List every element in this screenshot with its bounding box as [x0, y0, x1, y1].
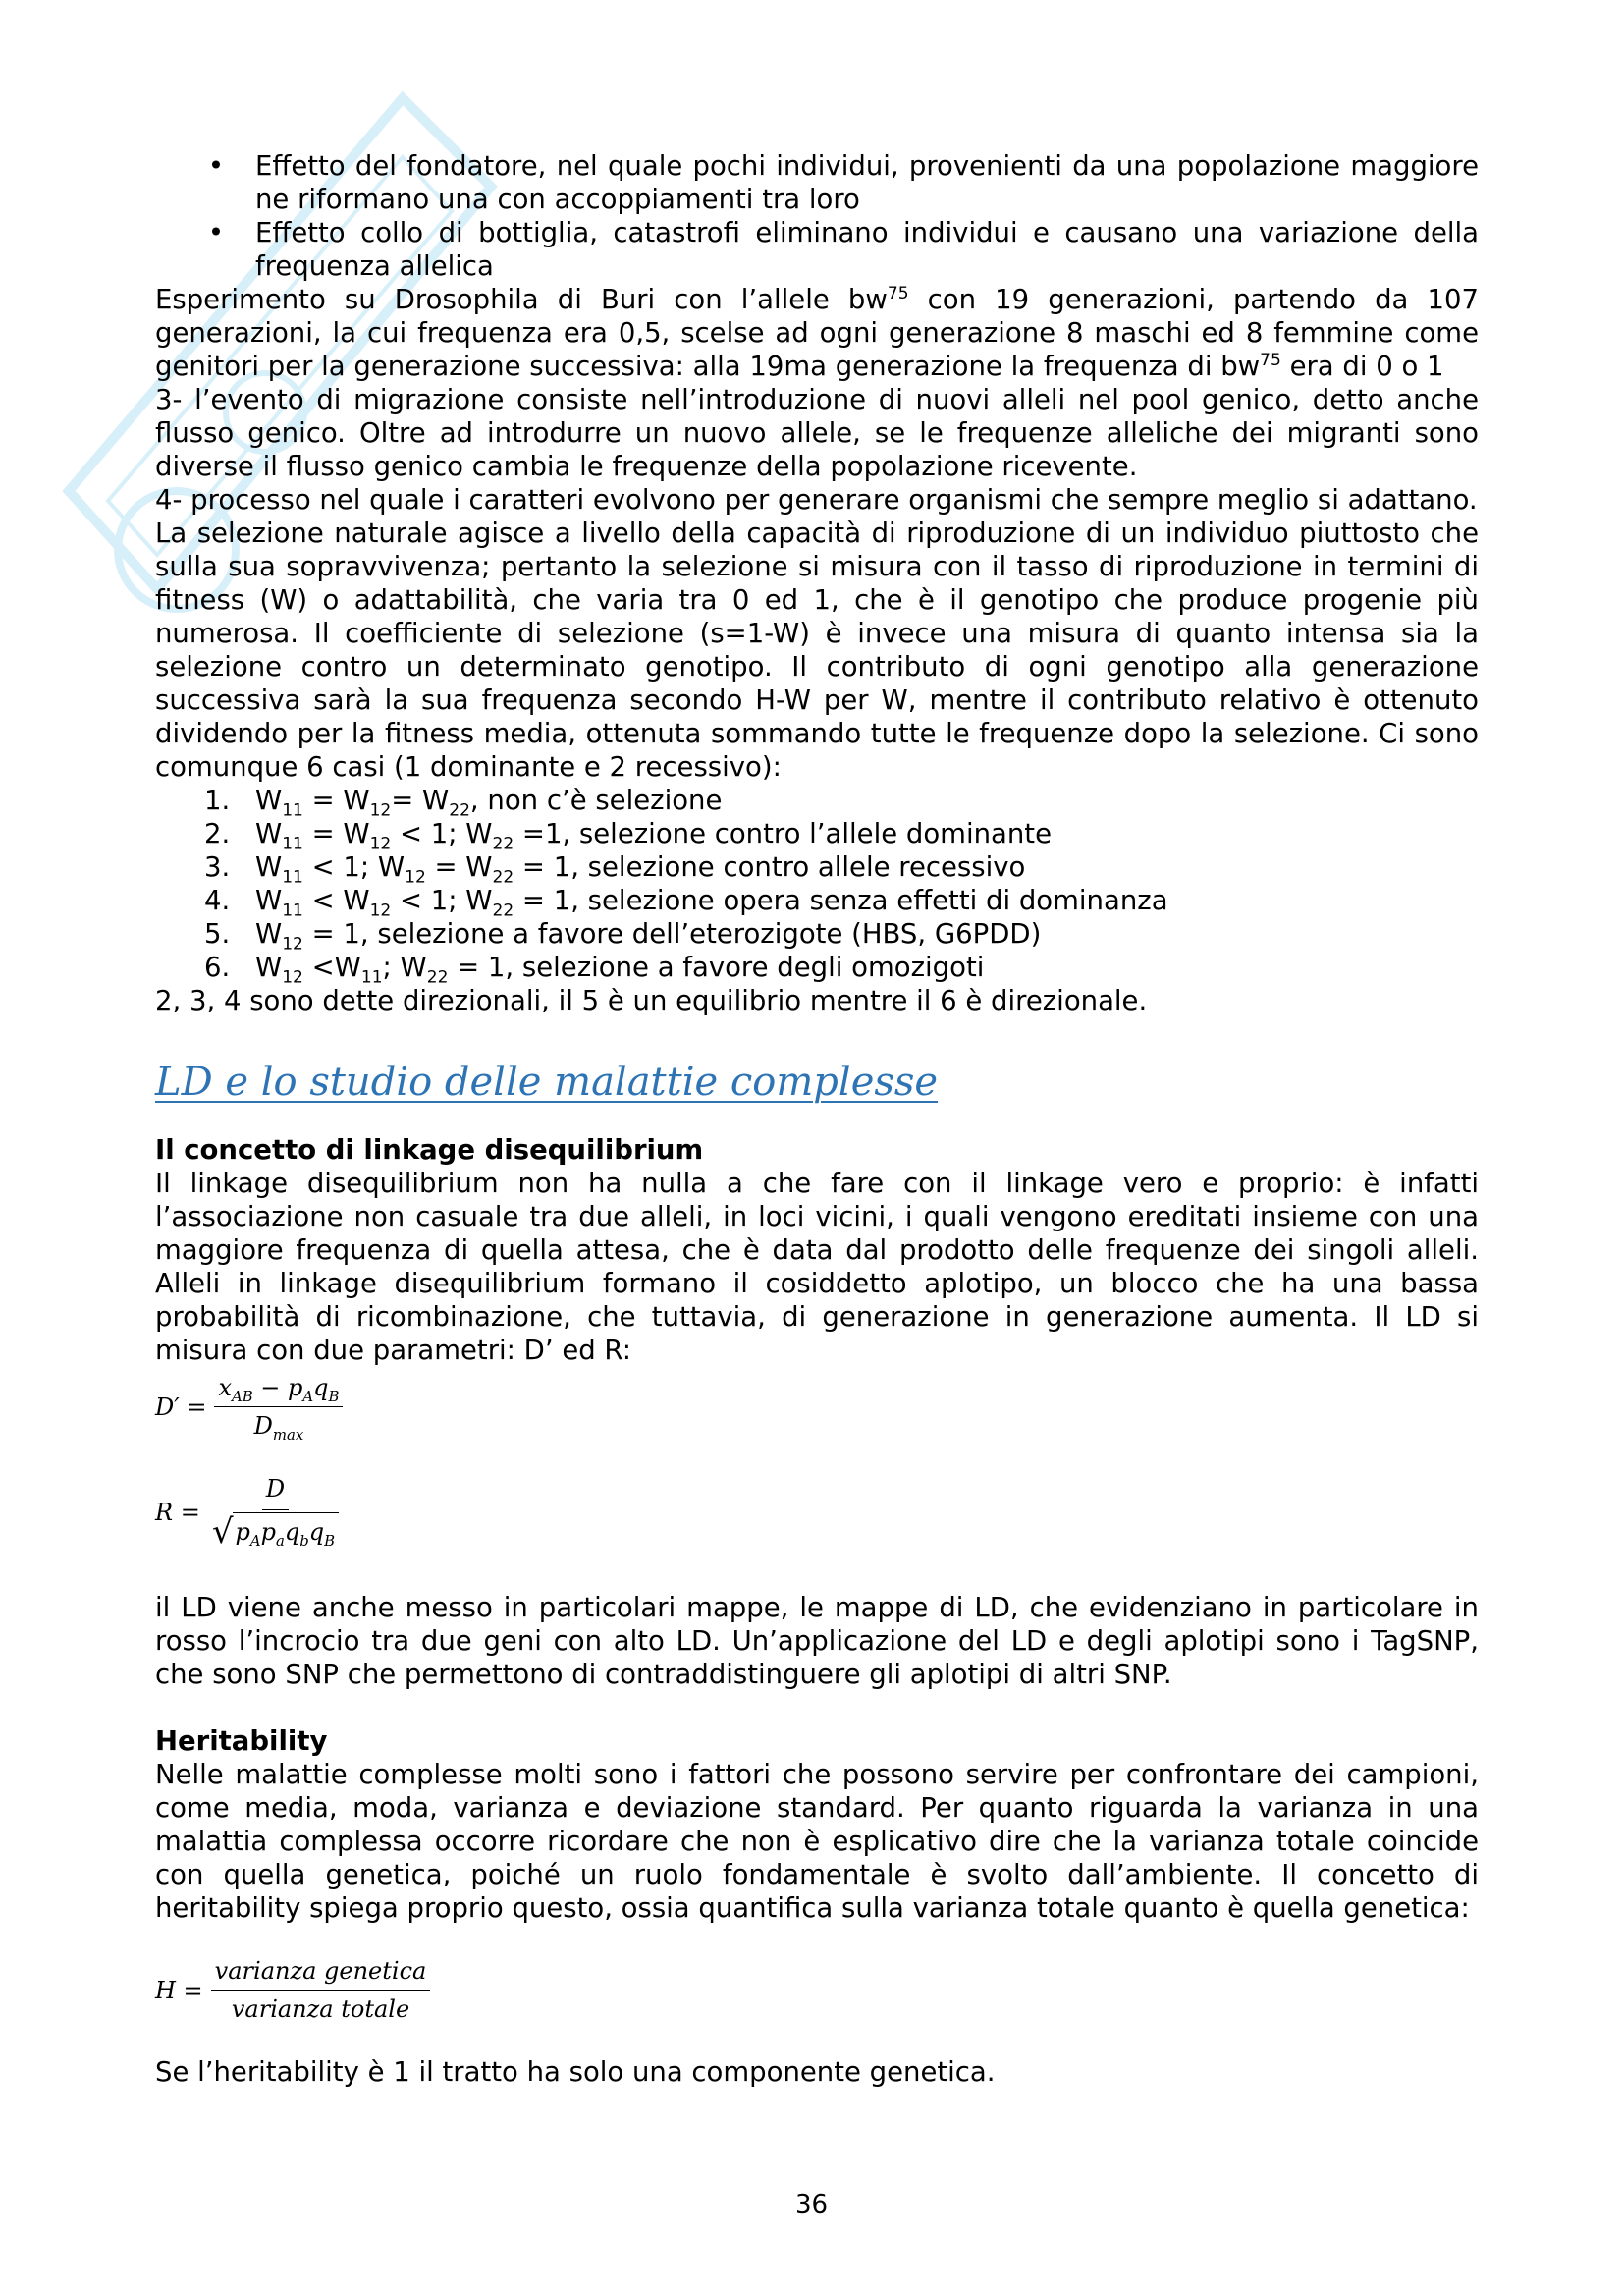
formula-d-prime: D′ = $\frac{x_{AB} - p_Aq_B}{D_{max}}$ — [155, 1371, 1479, 1443]
list-item: 5. $W_{12} = 1$, selezione a favore dell’eterozigote (HBS, G6PDD) — [204, 918, 1042, 955]
section-title: LD e lo studio delle malattie complesse — [155, 1060, 939, 1105]
ld-maps-paragraph: il LD viene anche messo in particolari mappe, le mappe di LD, che evidenziano in particolare in rosso l’incrocio tra due geni con alto LD. Un’applicazione del LD e degli aplotipi sono i TagSNP, che sono SNP che permettono di contraddistinguere gli aplotipi di altri SNP. — [155, 1592, 1479, 1690]
bullet-icon: • — [207, 217, 225, 248]
list-item: • Effetto collo di bottiglia, catastrofi eliminano individui e causano una variazione della frequenza allelica — [207, 217, 1479, 282]
list-item: 4. $W_{11} < W_{12} < 1$; $W_{22} = 1$, selezione opera senza effetti di dominanza — [204, 885, 1168, 921]
selection-cases — [155, 784, 1479, 988]
direzionali-note: 2, 3, 4 sono dette direzionali, il 5 è un equilibrio mentre il 6 è direzionale. — [155, 985, 1148, 1016]
heritability-heading: Heritability — [155, 1725, 328, 1757]
ld-paragraph: Il linkage disequilibrium non ha nulla a che fare con il linkage vero e proprio: è infatti l’associazione non casuale tra due alleli, in loci vicini, i quali vengono ereditati insieme con una maggiore frequenza di quella attesa, che è data dal prodotto delle frequenze dei singoli alleli. Alleli in linkage disequilibrium formano il cosiddetto aplotipo, un blocco che ha una bassa probabilità di ricombinazione, che tuttavia, di generazione in generazione aumenta. Il LD si misura con due parametri: D’ ed R: — [155, 1168, 1479, 1366]
formula-r: R = D √ $p_Ap_aq_bq_B$ — [155, 1472, 1479, 1552]
formula-h: H = $\frac{\text{varianza genetica}}{\text{varianza totale}}$ — [155, 1954, 1479, 2026]
list-item: 3. $W_{11} < 1$; $W_{12} = W_{22} = 1$, selezione contro allele recessivo — [204, 851, 1026, 888]
page-number: 36 — [794, 2190, 829, 2219]
heritability-paragraph: Nelle malattie complesse molti sono i fattori che possono servire per confrontare dei campioni, come media, moda, varianza e deviazione standard. Per quanto riguarda la varianza in una malattia complessa occorre ricordare che non è esplicativo dire che la varianza totale coincide con quella genetica, poiché un ruolo fondamentale è svolto dall’ambiente. Il concetto di heritability spiega proprio questo, ossia quantifica sulla varianza totale quanto è quella genetica: — [155, 1759, 1479, 1924]
square-root-icon: √ — [211, 1512, 234, 1552]
page-body — [155, 149, 1479, 2089]
selection-paragraph: La selezione naturale agisce a livello della capacità di riproduzione di un individuo piuttosto che sulla sua sopravvivenza; pertanto la selezione si misura con il tasso di riproduzione in termini di fitness (W) o adattabilità, che varia tra 0 ed 1, che è il genotipo che produce progenie più numerosa. Il coefficiente di selezione (s=1-W) è invece una misura di quanto intensa sia la selezione contro un determinato genotipo. Il contributo di ogni genotipo alla generazione successiva sarà la sua frequenza secondo H-W per W, mentre il contributo relativo è ottenuto dividendo per la fitness media, ottenuta sommando tutte le frequenze dopo la selezione. Ci sono comunque 6 casi (1 dominante e 2 recessivo): — [155, 518, 1479, 783]
ld-heading: Il concetto di linkage disequilibrium — [155, 1134, 704, 1166]
migration-paragraph: 3- l’evento di migrazione consiste nell’introduzione di nuovi alleli nel pool genico, detto anche flusso genico. Oltre ad introdurre un nuovo allele, se le frequenze alleliche dei migranti sono diverse il flusso genico cambia le frequenze della popolazione ricevente. — [155, 384, 1479, 482]
list-item: 6. $W_{12} <W_{11}$; $W_{22} = 1$, selezione a favore degli omozigoti — [204, 952, 985, 988]
list-item: • Effetto del fondatore, nel quale pochi individui, provenienti da una popolazione maggiore ne riformano una con accoppiamenti tra loro — [207, 150, 1479, 215]
bullet-list — [155, 149, 1479, 283]
process-paragraph: 4- processo nel quale i caratteri evolvono per generare organismi che sempre meglio si adattano. — [155, 484, 1478, 516]
bullet-icon: • — [207, 150, 225, 182]
list-item: 1. $W_{11} = W_{12}= W_{22}$, non c’è selezione — [204, 785, 723, 821]
heritability-conclusion: Se l’heritability è 1 il tratto ha solo una componente genetica. — [155, 2056, 996, 2088]
buri-experiment: Esperimento su Drosophila di Buri con l’allele $bw^{75}$ con 19 generazioni, partendo da 107 generazioni, la cui frequenza era 0,5, scelse ad ogni generazione 8 maschi ed 8 femmine come genitori per la generazione successiva: alla 19ma generazione la frequenza di $bw^{75}$ era di 0 o 1 — [155, 283, 1479, 382]
list-item: 2. $W_{11} = W_{12} < 1$; $W_{22} =1$, selezione contro l’allele dominante — [204, 818, 1053, 854]
